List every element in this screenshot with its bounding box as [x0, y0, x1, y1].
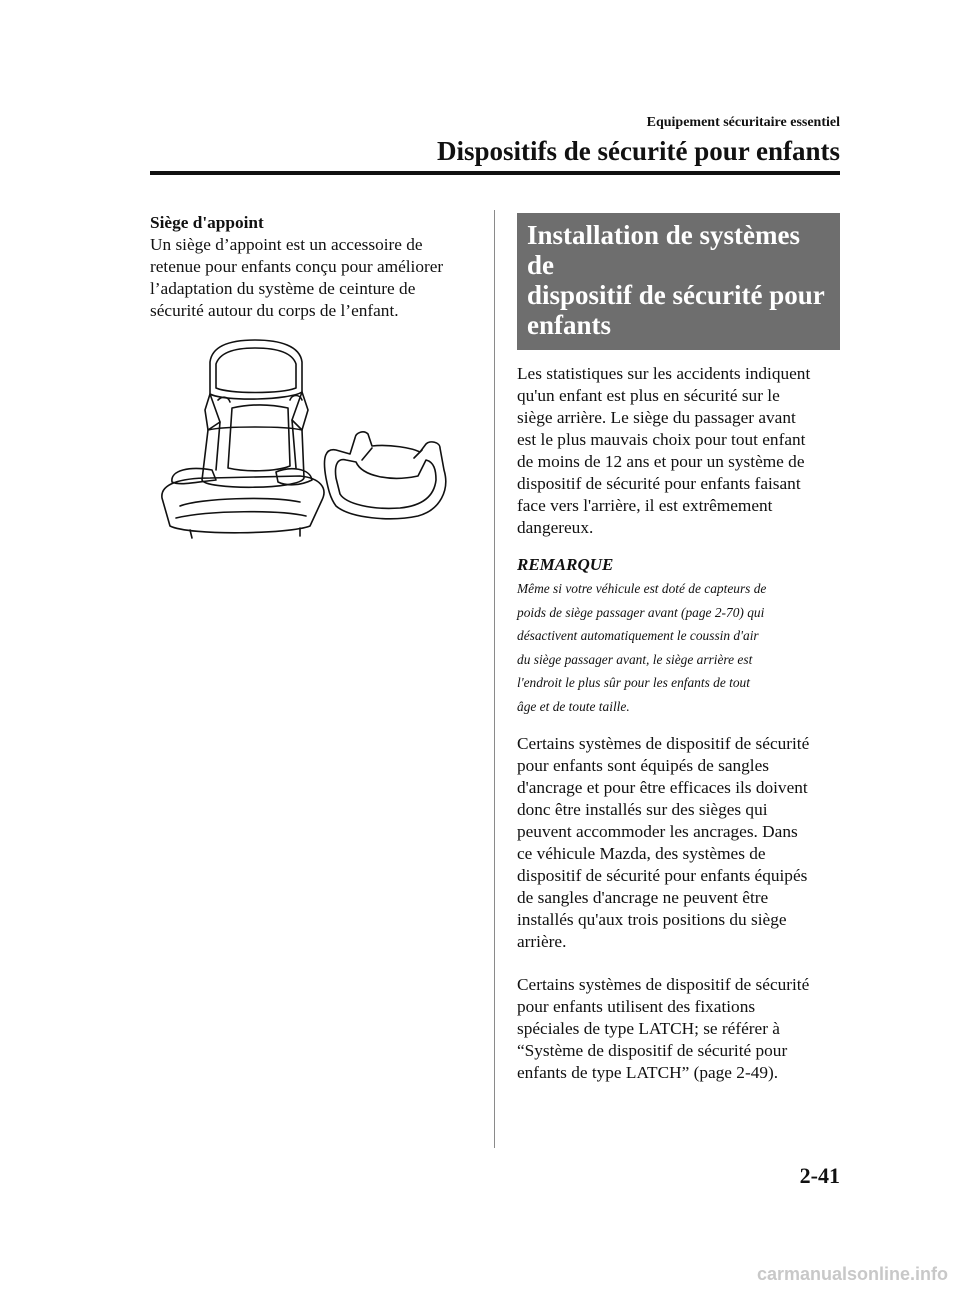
p3-line-2: pour enfants utilisent des fixations: [517, 997, 756, 1016]
booster-line-4: sécurité autour du corps de l’enfant.: [150, 301, 399, 320]
p2-line-10: arrière.: [517, 932, 567, 951]
p1-line-7: face vers l'arrière, il est extrêmement: [517, 496, 773, 515]
p2-line-5: peuvent accommoder les ancrages. Dans: [517, 822, 798, 841]
column-divider: [494, 210, 495, 1148]
booster-line-3: l’adaptation du système de ceinture de: [150, 279, 416, 298]
installation-heading-line-2: dispositif de sécurité pour: [527, 280, 825, 310]
p2-line-1: Certains systèmes de dispositif de sécurité: [517, 734, 810, 753]
page-number: 2-41: [799, 1163, 840, 1188]
p2-line-8: de sangles d'ancrage ne peuvent être: [517, 888, 769, 907]
p1-line-2: qu'un enfant est plus en sécurité sur le: [517, 386, 780, 405]
header-rule: [150, 171, 840, 175]
note-line-3: désactivent automatiquement le coussin d'air: [517, 628, 759, 643]
left-column: [150, 212, 480, 322]
note-line-2: poids de siège passager avant (page 2-70) qui: [517, 604, 765, 620]
booster-line-1: Un siège d’appoint est un accessoire de: [150, 235, 423, 254]
statistics-paragraph: [517, 363, 840, 539]
p2-line-6: ce véhicule Mazda, des systèmes de: [517, 844, 766, 863]
tether-paragraph: [517, 733, 840, 953]
installation-heading-line-1: Installation de systèmes de: [527, 220, 801, 280]
p3-line-1: Certains systèmes de dispositif de sécurité: [517, 975, 810, 994]
booster-seat-subheading: Siège d'appoint: [150, 213, 264, 232]
p1-line-5: de moins de 12 ans et pour un système de: [517, 452, 805, 471]
p2-line-3: d'ancrage et pour être efficaces ils doivent: [517, 778, 808, 797]
p1-line-6: dispositif de sécurité pour enfants faisant: [517, 474, 801, 493]
note-paragraph: [517, 578, 840, 717]
p2-line-4: donc être installés sur des sièges qui: [517, 800, 768, 819]
note-line-1: Même si votre véhicule est doté de capteurs de: [517, 581, 767, 596]
note-line-5: l'endroit le plus sûr pour les enfants de tout: [517, 675, 750, 690]
p1-line-8: dangereux.: [517, 518, 594, 537]
p3-line-4: “Système de dispositif de sécurité pour: [517, 1041, 788, 1060]
p2-line-7: dispositif de sécurité pour enfants équipés: [517, 866, 808, 885]
high-back-booster-icon: [162, 340, 324, 538]
watermark: carmanualsonline.info: [756, 1264, 948, 1284]
p3-line-3: spéciales de type LATCH; se référer à: [517, 1019, 780, 1038]
note-line-6: âge et de toute taille.: [517, 698, 630, 714]
p3-line-5: enfants de type LATCH” (page 2-49).: [517, 1063, 779, 1082]
latch-paragraph: [517, 974, 840, 1084]
p2-line-9: installés qu'aux trois positions du siège: [517, 910, 787, 929]
note-title: REMARQUE: [517, 555, 614, 574]
installation-heading: [517, 213, 840, 350]
p1-line-1: Les statistiques sur les accidents indiquent: [517, 364, 811, 383]
p2-line-2: pour enfants sont équipés de sangles: [517, 756, 769, 775]
chapter-title: Equipement sécuritaire essentiel: [646, 115, 840, 130]
booster-line-2: retenue pour enfants conçu pour améliorer: [150, 257, 444, 276]
p1-line-3: siège arrière. Le siège du passager avant: [517, 408, 796, 427]
right-column: [517, 213, 840, 1084]
installation-heading-line-3: enfants: [527, 310, 612, 340]
section-title: Dispositifs de sécurité pour enfants: [436, 136, 840, 166]
booster-seats-illustration: [150, 330, 480, 550]
note-line-4: du siège passager avant, le siège arrière est: [517, 651, 753, 667]
p1-line-4: est le plus mauvais choix pour tout enfant: [517, 430, 806, 449]
backless-booster-icon: [324, 432, 445, 519]
